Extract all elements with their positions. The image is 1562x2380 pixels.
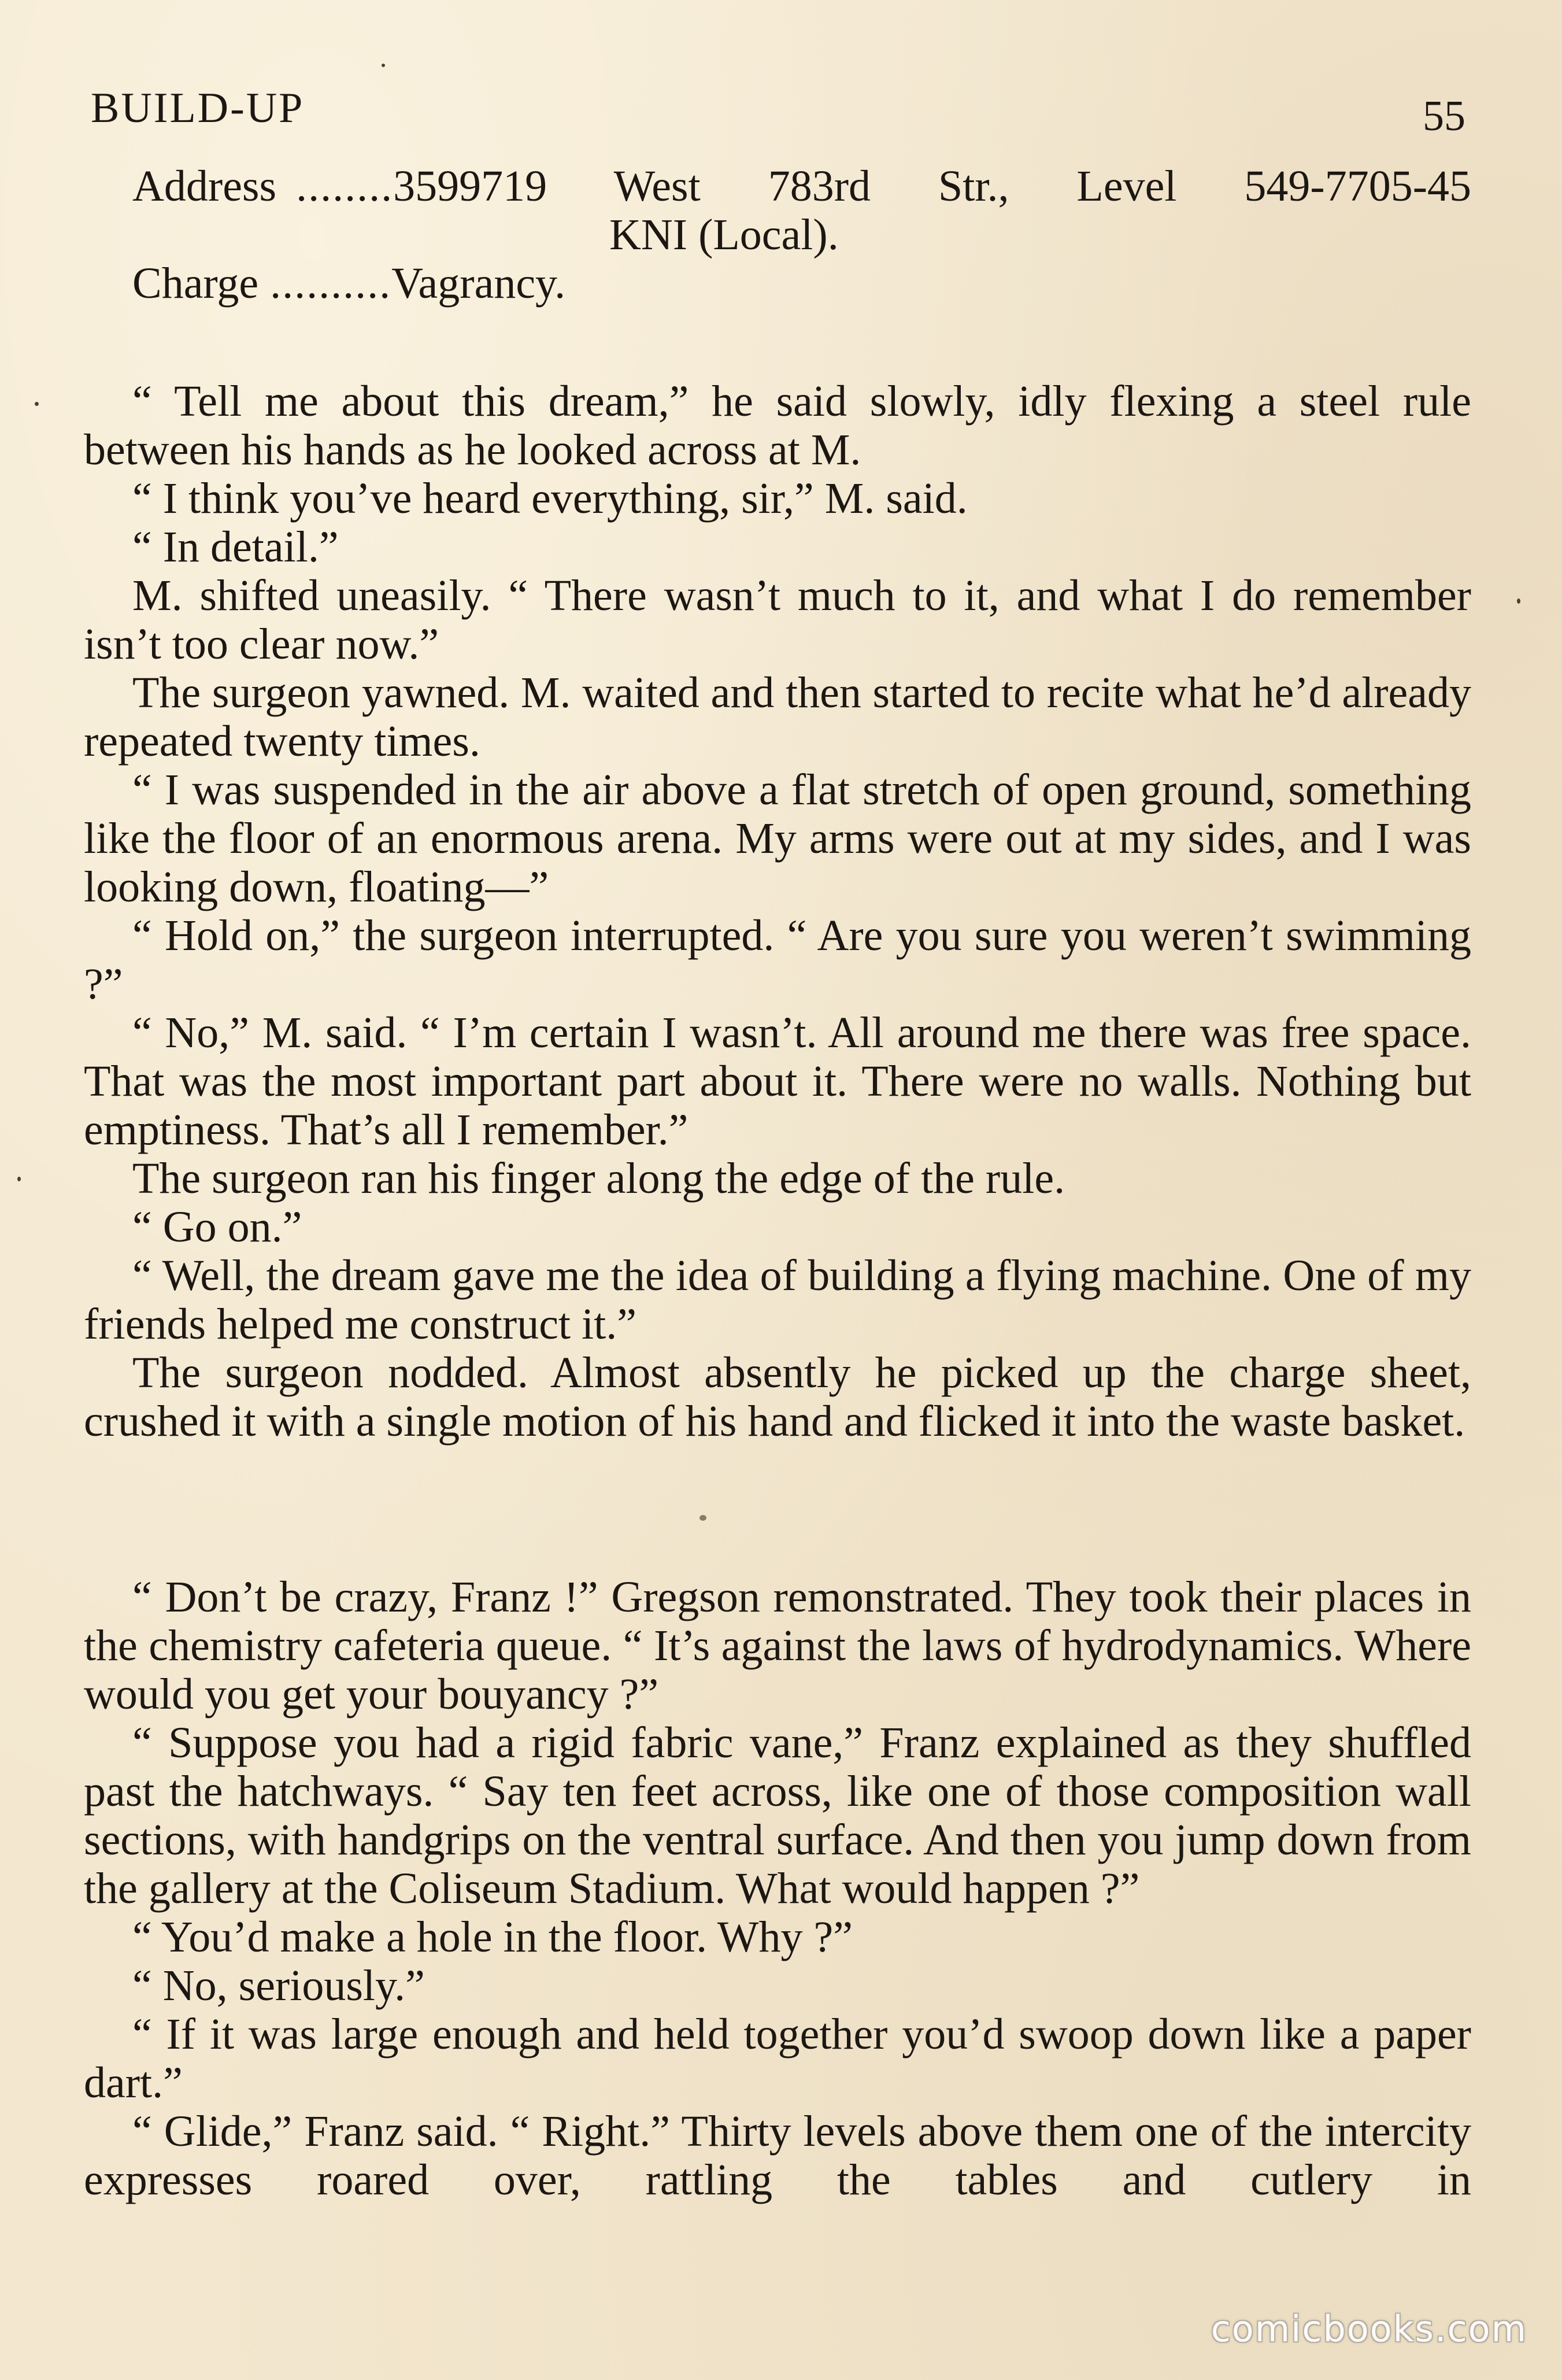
paragraph: “ No, seriously.” xyxy=(132,1961,425,2010)
address-dots: ........ xyxy=(296,162,394,210)
address-row xyxy=(132,162,1471,210)
paragraph: “ Glide,” Franz said. “ Right.” Thirty levels above them one of the intercity expresses roared over, rattling the tables and cutlery in xyxy=(84,2107,1471,2204)
page-number: 55 xyxy=(1423,93,1465,140)
paragraph: “ In detail.” xyxy=(132,523,339,571)
paragraph: “ If it was large enough and held together you’d swoop down like a paper dart.” xyxy=(84,2010,1471,2107)
address-label: Address xyxy=(132,162,277,210)
record-block xyxy=(132,162,1471,308)
paragraph: “ Suppose you had a rigid fabric vane,” Franz explained as they shuffled past the hatchways. “ Say ten feet across, like one of those composition wall sections, with handgrips on the ventral surface. And then you jump down from the gallery at the Coliseum Stadium. What would happen ?” xyxy=(84,1719,1471,1913)
paragraph: “ No,” M. said. “ I’m certain I wasn’t. All around me there was free space. That was the most important part about it. There were no walls. Nothing but emptiness. That’s all I remember.” xyxy=(84,1008,1471,1154)
paragraph: “ Well, the dream gave me the idea of building a flying machine. One of my friends helped me construct it.” xyxy=(84,1251,1471,1348)
paragraph: “ Don’t be crazy, Franz !” Gregson remonstrated. They took their places in the chemistry cafeteria queue. “ It’s against the laws of hydrodynamics. Where would you get your bouyancy ?” xyxy=(84,1573,1471,1719)
watermark-logo: comicbooks.com xyxy=(1211,2308,1527,2350)
charge-dots: .......... xyxy=(270,259,392,308)
paper-speck xyxy=(699,1515,706,1521)
paragraph: “ Go on.” xyxy=(132,1203,302,1251)
paragraph: M. shifted uneasily. “ There wasn’t much to it, and what I do remember isn’t too clear now.” xyxy=(84,571,1471,668)
paragraph: The surgeon nodded. Almost absently he picked up the charge sheet, crushed it with a single motion of his hand and flicked it into the waste basket. xyxy=(84,1348,1471,1446)
section-interrogation xyxy=(84,377,1471,1446)
address-value: 3599719 West 783rd Str., Level 549-7705-45 xyxy=(393,162,1471,210)
paragraph: “ Tell me about this dream,” he said slowly, idly flexing a steel rule between his hands as he looked across at M. xyxy=(84,377,1471,474)
paragraph: The surgeon yawned. M. waited and then started to recite what he’d already repeated twenty times. xyxy=(84,668,1471,766)
running-head xyxy=(84,84,1471,162)
paragraph: The surgeon ran his finger along the edge of the rule. xyxy=(132,1154,1065,1203)
paragraph: “ You’d make a hole in the floor. Why ?” xyxy=(132,1913,853,1961)
section-cafeteria xyxy=(84,1573,1471,2204)
charge-row xyxy=(132,259,1471,308)
book-page xyxy=(84,84,1471,2342)
paper-speck xyxy=(382,64,385,67)
paper-speck xyxy=(1517,598,1520,604)
paper-speck xyxy=(35,402,39,406)
running-title: BUILD-UP xyxy=(91,84,305,132)
charge-label: Charge xyxy=(132,259,259,308)
paragraph: “ I was suspended in the air above a flat stretch of open ground, something like the floor of an enormous arena. My arms were out at my sides, and I was looking down, floating—” xyxy=(84,766,1471,911)
paragraph: “ I think you’ve heard everything, sir,” M. said. xyxy=(132,474,968,523)
paper-speck xyxy=(17,1177,21,1181)
address-value-continued: KNI (Local). xyxy=(609,210,839,259)
charge-value: Vagrancy. xyxy=(391,259,566,308)
paragraph: “ Hold on,” the surgeon interrupted. “ Are you sure you weren’t swimming ?” xyxy=(84,911,1471,1008)
